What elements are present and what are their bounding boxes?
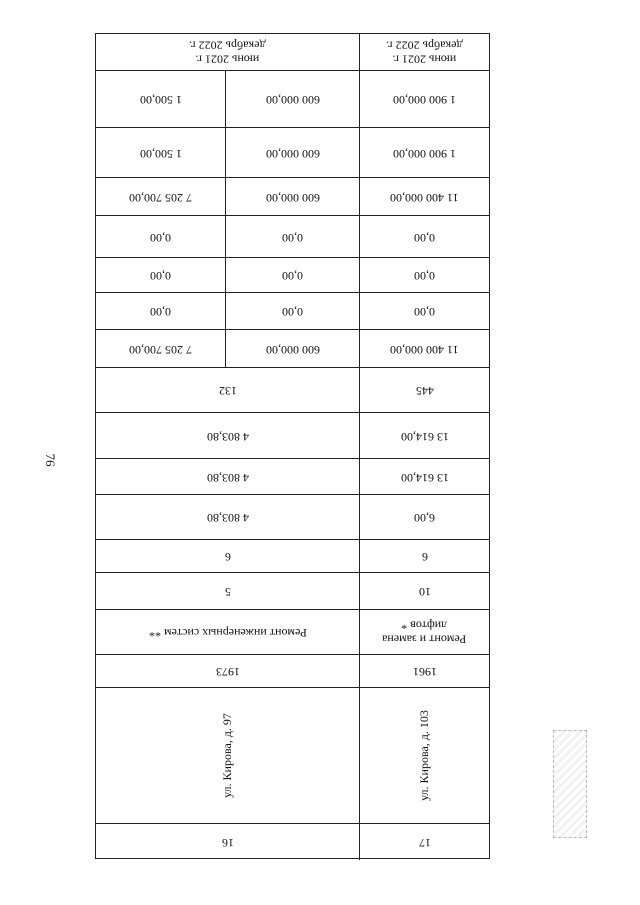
table-row <box>96 655 489 688</box>
cell-text: 0,00 <box>282 268 303 283</box>
table-row <box>96 573 489 610</box>
cell-text: 13 614,00 <box>400 470 449 485</box>
table-cell <box>225 71 359 127</box>
table-cell <box>359 258 489 292</box>
table-cell <box>96 610 359 654</box>
cell-text: 1973 <box>215 664 240 679</box>
cell-text: 1961 <box>412 664 437 679</box>
cell-text: 10 <box>418 584 431 599</box>
cell-text: 5 <box>224 584 231 599</box>
table-cell <box>225 216 359 257</box>
table-cell <box>359 293 489 329</box>
table-cell <box>359 368 489 412</box>
table-cell <box>359 655 489 687</box>
table-row <box>96 540 489 573</box>
cell-text: 11 400 000,00 <box>390 190 459 205</box>
table-cell <box>225 293 359 329</box>
table-cell <box>96 688 359 823</box>
cell-text: 1 500,00 <box>139 146 182 161</box>
cell-text: 0,00 <box>414 230 435 245</box>
table-cell <box>359 459 489 494</box>
cell-text: июнь 2021 г. декабрь 2022 г. <box>189 39 266 67</box>
table-row <box>96 495 489 540</box>
table-cell <box>96 258 225 292</box>
table-row <box>96 330 489 368</box>
table-cell <box>96 330 225 367</box>
table-cell <box>96 655 359 687</box>
cell-text: 4 803,80 <box>206 470 249 485</box>
table-cell <box>225 330 359 367</box>
table-cell <box>96 495 359 539</box>
cell-text: 13 614,00 <box>400 429 449 444</box>
cell-text: 0,00 <box>282 230 303 245</box>
cell-text: 0,00 <box>414 304 435 319</box>
cell-text: 0,00 <box>150 304 171 319</box>
cell-text: 600 000,00 <box>265 342 320 357</box>
table-cell <box>359 540 489 572</box>
table-cell <box>225 128 359 177</box>
table-cell <box>96 459 359 494</box>
table-cell <box>96 368 359 412</box>
table-cell <box>359 128 489 177</box>
table-row <box>96 824 489 860</box>
cell-text: 6 <box>421 549 428 564</box>
table-cell <box>359 495 489 539</box>
table-row <box>96 459 489 495</box>
table-row <box>96 34 489 71</box>
table-row <box>96 413 489 459</box>
cell-text: 1 900 000,00 <box>393 92 456 107</box>
page-number: 76 <box>43 453 58 467</box>
table-row <box>96 178 489 216</box>
cell-text: 0,00 <box>414 268 435 283</box>
table-cell <box>96 216 225 257</box>
table-cell <box>225 178 359 215</box>
cell-text: 1 900 000,00 <box>393 146 456 161</box>
table-cell <box>96 293 225 329</box>
table-row <box>96 688 489 824</box>
data-table <box>95 33 490 859</box>
table-cell <box>359 330 489 367</box>
table-cell <box>96 178 225 215</box>
cell-text: 4 803,80 <box>206 510 249 525</box>
cell-text: 4 803,80 <box>206 429 249 444</box>
cell-text: 0,00 <box>150 268 171 283</box>
table-cell <box>96 128 225 177</box>
table-cell <box>359 216 489 257</box>
table-row <box>96 71 489 128</box>
cell-text: 7 205 700,00 <box>129 342 192 357</box>
table-row <box>96 610 489 655</box>
table-cell <box>359 71 489 127</box>
cell-text: Ремонт инженерных систем ** <box>148 625 307 640</box>
cell-text: Ремонт и замена лифтов * <box>382 619 467 647</box>
cell-text: 132 <box>218 383 237 398</box>
table-row <box>96 368 489 413</box>
table-cell <box>96 824 359 860</box>
cell-text: 16 <box>221 835 234 850</box>
table-cell <box>359 413 489 458</box>
table-cell <box>96 540 359 572</box>
cell-text: ул. Кирова, д. 97 <box>219 713 234 798</box>
table-row <box>96 293 489 330</box>
table-cell <box>96 413 359 458</box>
table-row <box>96 216 489 258</box>
table-cell <box>359 34 489 70</box>
cell-text: 1 500,00 <box>139 92 182 107</box>
cell-text: 17 <box>418 835 431 850</box>
table-cell <box>96 34 359 70</box>
cell-text: ул. Кирова, д. 103 <box>416 710 431 801</box>
table-row <box>96 258 489 293</box>
cell-text: 6,00 <box>414 510 435 525</box>
cell-text: 11 400 000,00 <box>390 342 459 357</box>
cell-text: 600 000,00 <box>265 146 320 161</box>
cell-text: 600 000,00 <box>265 92 320 107</box>
stamp-scan-artifact <box>553 730 587 838</box>
table-cell <box>359 178 489 215</box>
table-cell <box>225 258 359 292</box>
table-cell <box>359 573 489 609</box>
cell-text: 0,00 <box>282 304 303 319</box>
table-cell <box>359 688 489 823</box>
cell-text: 7 205 700,00 <box>129 190 192 205</box>
table-cell <box>96 573 359 609</box>
table-cell <box>359 610 489 654</box>
cell-text: 445 <box>415 383 434 398</box>
table-cell <box>96 71 225 127</box>
cell-text: июнь 2021 г. декабрь 2022 г. <box>386 39 463 67</box>
cell-text: 600 000,00 <box>265 190 320 205</box>
cell-text: 6 <box>224 549 231 564</box>
cell-text: 0,00 <box>150 230 171 245</box>
table-row <box>96 128 489 178</box>
table-cell <box>359 824 489 860</box>
